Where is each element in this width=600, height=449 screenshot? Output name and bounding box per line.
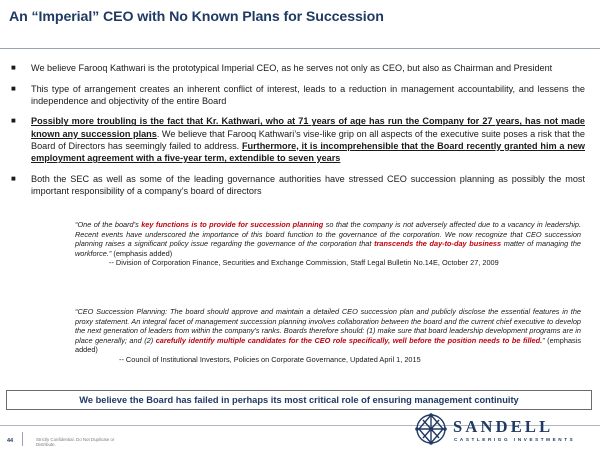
emphasis-note: (emphasis added) bbox=[111, 248, 173, 258]
bullet-item bbox=[11, 173, 585, 197]
quote-fragment: so that the company is not adversely affected due to a vacancy in leadership. Recent events have underscored the importance of this board function to the governance of the corporation. We now recognize that CEO succession planning raises a significant policy issue regarding the governance of the corporation that bbox=[75, 220, 581, 249]
quote-text bbox=[75, 220, 581, 258]
emphasis-note: (emphasis added) bbox=[75, 335, 582, 355]
quote-highlight: transcends the day-to-day business bbox=[374, 239, 502, 249]
quote-fragment: “One of the board’s bbox=[75, 220, 142, 229]
page-title: An “Imperial” CEO with No Known Plans for Succession bbox=[9, 9, 384, 25]
quote-fragment: “CEO Succession Planning: The board should approve and maintain a detailed CEO succession plan and publicly disclose the essential features in the proxy statement. An integral facet of management succession planning involves collaboration between the board and the current chief executive to develop the next generation of leaders from within the company’s ranks. Boards therefore should: (1) make sure that board leadership development programs are in place generally; and (2) bbox=[75, 307, 581, 345]
logo-wordmark: SANDELL bbox=[453, 417, 554, 436]
bullet-text: Both the SEC as well as some of the leading governance authorities have stressed CEO succession planning as possibly the most important responsibility of a company’s board of directors bbox=[31, 173, 585, 196]
bullet-item bbox=[11, 62, 585, 74]
bullet-text: We believe Farooq Kathwari is the prototypical Imperial CEO, as he serves not only as CEO, but also as Chairman and President bbox=[31, 63, 553, 73]
quote-fragment: ” bbox=[542, 335, 545, 345]
bullet-item bbox=[11, 115, 585, 164]
quote-highlight: carefully identify multiple candidates for the CEO role specifically, well before the position needs to be filled. bbox=[155, 335, 543, 345]
sec-quote-block bbox=[75, 220, 581, 268]
emphasis-text: Possibly more troubling is the fact that Kr. Kathwari, who at 71 years of age has run the Company for 27 years, has not made known any succession plans bbox=[31, 116, 585, 139]
bullet-square-icon: ■ bbox=[11, 173, 16, 183]
sandell-logo-icon bbox=[414, 412, 448, 446]
body-text: . We believe that Farooq Kathwari’s vise-like grip on all aspects of the executive suite poses a risk that the Board of Directors has seemingly failed to address. bbox=[31, 128, 586, 151]
cii-quote-block bbox=[75, 307, 581, 365]
logo-subtitle: CASTLERIGG INVESTMENTS bbox=[454, 437, 576, 442]
conclusion-banner: We believe the Board has failed in perhaps its most critical role of ensuring management continuity bbox=[6, 390, 592, 410]
bullet-text bbox=[31, 115, 585, 164]
quote-fragment: matter of managing the workforce.” bbox=[75, 239, 582, 258]
bullet-list bbox=[11, 62, 585, 205]
quote-text bbox=[75, 307, 581, 355]
bullet-text: This type of arrangement creates an inherent conflict of interest, leads to a reduction in management accountability, and lessens the independence and objectivity of the entire Board bbox=[31, 83, 585, 106]
title-divider bbox=[0, 48, 600, 49]
page-number: 44 bbox=[7, 438, 14, 444]
confidentiality-notice: Strictly Confidential. Do Not Duplicate or Distribute. bbox=[36, 437, 115, 448]
bullet-item bbox=[11, 83, 585, 107]
footer-separator bbox=[22, 432, 23, 446]
quote-attribution: -- Council of Institutional Investors, Policies on Corporate Governance, Updated April 1, 2015 bbox=[119, 354, 421, 364]
emphasis-text: Furthermore, it is incomprehensible that the Board recently granted him a new employment agreement with a five-year term, extendible to seven years bbox=[31, 140, 585, 163]
bullet-square-icon: ■ bbox=[11, 83, 16, 93]
quote-attribution: -- Division of Corporation Finance, Securities and Exchange Commission, Staff Legal Bulletin No.14E, October 27, 2009 bbox=[109, 258, 499, 268]
quote-highlight: key functions is to provide for succession planning bbox=[141, 220, 324, 229]
bullet-square-icon: ■ bbox=[11, 116, 16, 126]
bullet-square-icon: ■ bbox=[11, 63, 16, 72]
